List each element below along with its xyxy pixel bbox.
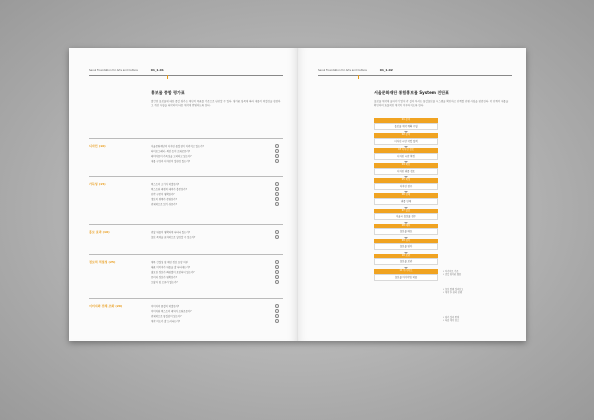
step-number: 02 준비 (374, 133, 438, 138)
checkbox-circle-icon[interactable] (275, 187, 279, 191)
section-label: 디자인 (10) (89, 144, 106, 148)
step-label: 홍보물 평가 (374, 243, 438, 250)
checklist-item-text: 텍스트의 크기가 적절한가? (151, 183, 180, 186)
page-title: 홍보물 종합 평가표 (151, 90, 185, 95)
step-label: 홍보물 배포 (374, 228, 438, 235)
checkbox-circle-icon[interactable] (275, 154, 279, 158)
checklist-item-text: 단락 구분이 명확한가? (151, 193, 175, 196)
left-page (69, 48, 298, 341)
step-number: 11 아카이브 (374, 269, 438, 274)
section-divider (89, 224, 283, 225)
checkbox-circle-icon[interactable] (275, 270, 279, 274)
checkbox-circle-icon[interactable] (275, 149, 279, 153)
checklist-section (89, 176, 283, 206)
right-page-header (318, 68, 512, 72)
step-number: 06 인쇄 (374, 193, 438, 198)
process-step (374, 163, 438, 175)
checkbox-circle-icon[interactable] (275, 197, 279, 201)
page-title: 서울문화재단 통합홍보물 System 진단표 (374, 90, 449, 95)
section-label: 정보의 적절성 (25) (89, 260, 116, 264)
checklist-item (151, 275, 275, 279)
checklist-item-text: 이미지와 텍스트의 배치가 조화로운가? (151, 310, 192, 313)
side-note: • 평가 결과 반영 • 다음 제작 참고 (443, 316, 460, 322)
step-label: 디자인 시안 확정 (374, 153, 438, 160)
checkbox-circle-icon[interactable] (275, 304, 279, 308)
checklist-item-text: 텍스트와 배경의 대비가 충분한가? (151, 188, 187, 191)
checklist-item (151, 187, 275, 191)
section-label: 홍보 효과 (10) (89, 230, 110, 234)
checkbox-circle-icon[interactable] (275, 260, 279, 264)
header-org: Seoul Foundation for Arts and Culture (318, 69, 367, 72)
step-label: 홍보물 제작 계획 수립 (374, 123, 438, 130)
step-label: 디자인 검수 (374, 183, 438, 190)
header-org: Seoul Foundation for Arts and Culture (89, 69, 138, 72)
header-rule (318, 75, 512, 76)
step-number: 04 확인 (374, 163, 438, 168)
checklist-item-text: 정보의 위계가 분명한가? (151, 198, 177, 201)
checklist-item (151, 159, 275, 163)
header-rule (89, 75, 283, 76)
header-page-code: 01_1.02 (379, 68, 393, 72)
step-label: 홍보물 아카이빙 적용 (374, 274, 438, 281)
process-step (374, 239, 438, 251)
side-note: • 홍보 발행 결과보고 • 제작 후 관리 진행 (443, 288, 464, 294)
checklist-item-text: 전달 내용이 명확하게 나타나 있는가? (151, 231, 190, 234)
section-label: 이미지와 전체 조화 (20) (89, 304, 123, 308)
checklist-item (151, 260, 275, 264)
checklist-item-text: 서울문화재단의 디자인 통일성이 지켜지고 있는가? (151, 145, 204, 148)
step-number: 09 평가 (374, 239, 438, 244)
checklist-item (151, 319, 275, 323)
checklist-item (151, 144, 275, 148)
section-divider (89, 254, 283, 255)
checklist-item (151, 230, 275, 234)
document-spread (69, 48, 526, 341)
header-tick (358, 75, 359, 79)
checklist-item-text: 레이아웃이 가독성을 고려하고 있는가? (151, 155, 192, 158)
right-page (298, 48, 526, 341)
checklist-item-text: 오탈자 및 오류가 없는가? (151, 281, 178, 284)
process-flow (374, 118, 438, 284)
checklist-item (151, 192, 275, 196)
side-note: • 아카이브 기준 • 종합 평가표 활용 (443, 270, 462, 276)
checkbox-circle-icon[interactable] (275, 192, 279, 196)
checklist-item (151, 235, 275, 239)
step-label: 서울시 홍보물 검수 (374, 213, 438, 220)
step-number: 05 확정 (374, 178, 438, 183)
step-label: 디자인 시안 작업 협력 (374, 138, 438, 145)
checklist-item (151, 182, 275, 186)
step-number: 10 보관 (374, 254, 438, 259)
step-label: 디자인 최종 검토 (374, 168, 438, 175)
checkbox-circle-icon[interactable] (275, 265, 279, 269)
process-step (374, 254, 438, 266)
step-number: 01 준비 (374, 118, 438, 123)
checklist-section (89, 298, 283, 323)
checklist-item (151, 197, 275, 201)
checkbox-circle-icon[interactable] (275, 309, 279, 313)
checklist-item-text: 필요한 정보가 빠짐없이 포함되어 있는가? (151, 271, 195, 274)
checklist-item-text: 문의처 정보가 명확한가? (151, 276, 177, 279)
section-label: 가독성 (15) (89, 182, 106, 186)
checklist-item (151, 270, 275, 274)
checklist-section (89, 138, 283, 163)
step-label: 홍보물 보관 (374, 258, 438, 265)
section-divider (89, 298, 283, 299)
checklist-item (151, 280, 275, 284)
checklist-item (151, 154, 275, 158)
checkbox-circle-icon[interactable] (275, 202, 279, 206)
checklist-item (151, 314, 275, 318)
checklist-section (89, 224, 283, 239)
checklist-item-text: 타이포그래피, 색상 등이 조화로운가? (151, 150, 190, 153)
checkbox-circle-icon[interactable] (275, 280, 279, 284)
step-number: 03 디자인 검토 (374, 148, 438, 153)
checklist-item (151, 304, 275, 308)
process-step (374, 133, 438, 145)
checklist-item-text: 대표 이미지가 내용을 잘 나타내는가? (151, 266, 190, 269)
process-step (374, 209, 438, 221)
process-step (374, 118, 438, 130)
header-tick (167, 75, 168, 79)
step-label: 최종 인쇄 (374, 198, 438, 205)
checklist-item (151, 202, 275, 206)
intro-paragraph: 홍보물 제작에 들어가기 앞서 각 실과 부서는 통합홍보물 시스템을 확인하고 단계별 진행 사항을 점검한다. 각 단계의 내용을 확인하여 효율적인 제작이 이루어지도록 한다. (374, 100, 509, 107)
section-divider (89, 176, 283, 177)
checkbox-circle-icon[interactable] (275, 319, 279, 323)
checklist-item-text: 내용 구성과 디자인이 일관성 있는가? (151, 160, 190, 163)
checklist-item-text: 이미지의 품질이 적절한가? (151, 305, 180, 308)
process-step (374, 269, 438, 281)
checkbox-circle-icon[interactable] (275, 235, 279, 239)
left-page-header (89, 68, 283, 72)
header-page-code: 01_1.01 (150, 68, 164, 72)
checkbox-circle-icon[interactable] (275, 144, 279, 148)
checklist-item (151, 265, 275, 269)
checkbox-circle-icon[interactable] (275, 230, 279, 234)
process-step (374, 178, 438, 190)
process-step (374, 224, 438, 236)
checkbox-circle-icon[interactable] (275, 182, 279, 186)
intro-paragraph: 발간된 홍보물에 대한 종합 평가는 재단의 목표를 기준으로 판단할 수 있다. 평가표 항목에 따라 내용의 적절성을 점검하고 개선 사항을 파악하여 다음 제작에 반영하도록 한다. (151, 100, 281, 107)
process-step (374, 148, 438, 160)
section-divider (89, 138, 283, 139)
checklist-item-text: 홍보 목적을 효과적으로 달성할 수 있는가? (151, 236, 196, 239)
step-number: 08 배부 (374, 224, 438, 229)
checkbox-circle-icon[interactable] (275, 275, 279, 279)
checklist-section (89, 254, 283, 284)
checklist-item-text: 제목 간결성 및 메인 정보 포함 여부 (151, 261, 188, 264)
checklist-item-text: 전체적으로 읽기 쉬운가? (151, 203, 177, 206)
checklist-item-text: 제작 의도가 잘 드러나는가? (151, 320, 180, 323)
checklist-item (151, 149, 275, 153)
process-step (374, 193, 438, 205)
step-number: 07 발송 (374, 209, 438, 214)
checklist-item-text: 전체적으로 통일감이 있는가? (151, 315, 182, 318)
checkbox-circle-icon[interactable] (275, 314, 279, 318)
checkbox-circle-icon[interactable] (275, 159, 279, 163)
checklist-item (151, 309, 275, 313)
